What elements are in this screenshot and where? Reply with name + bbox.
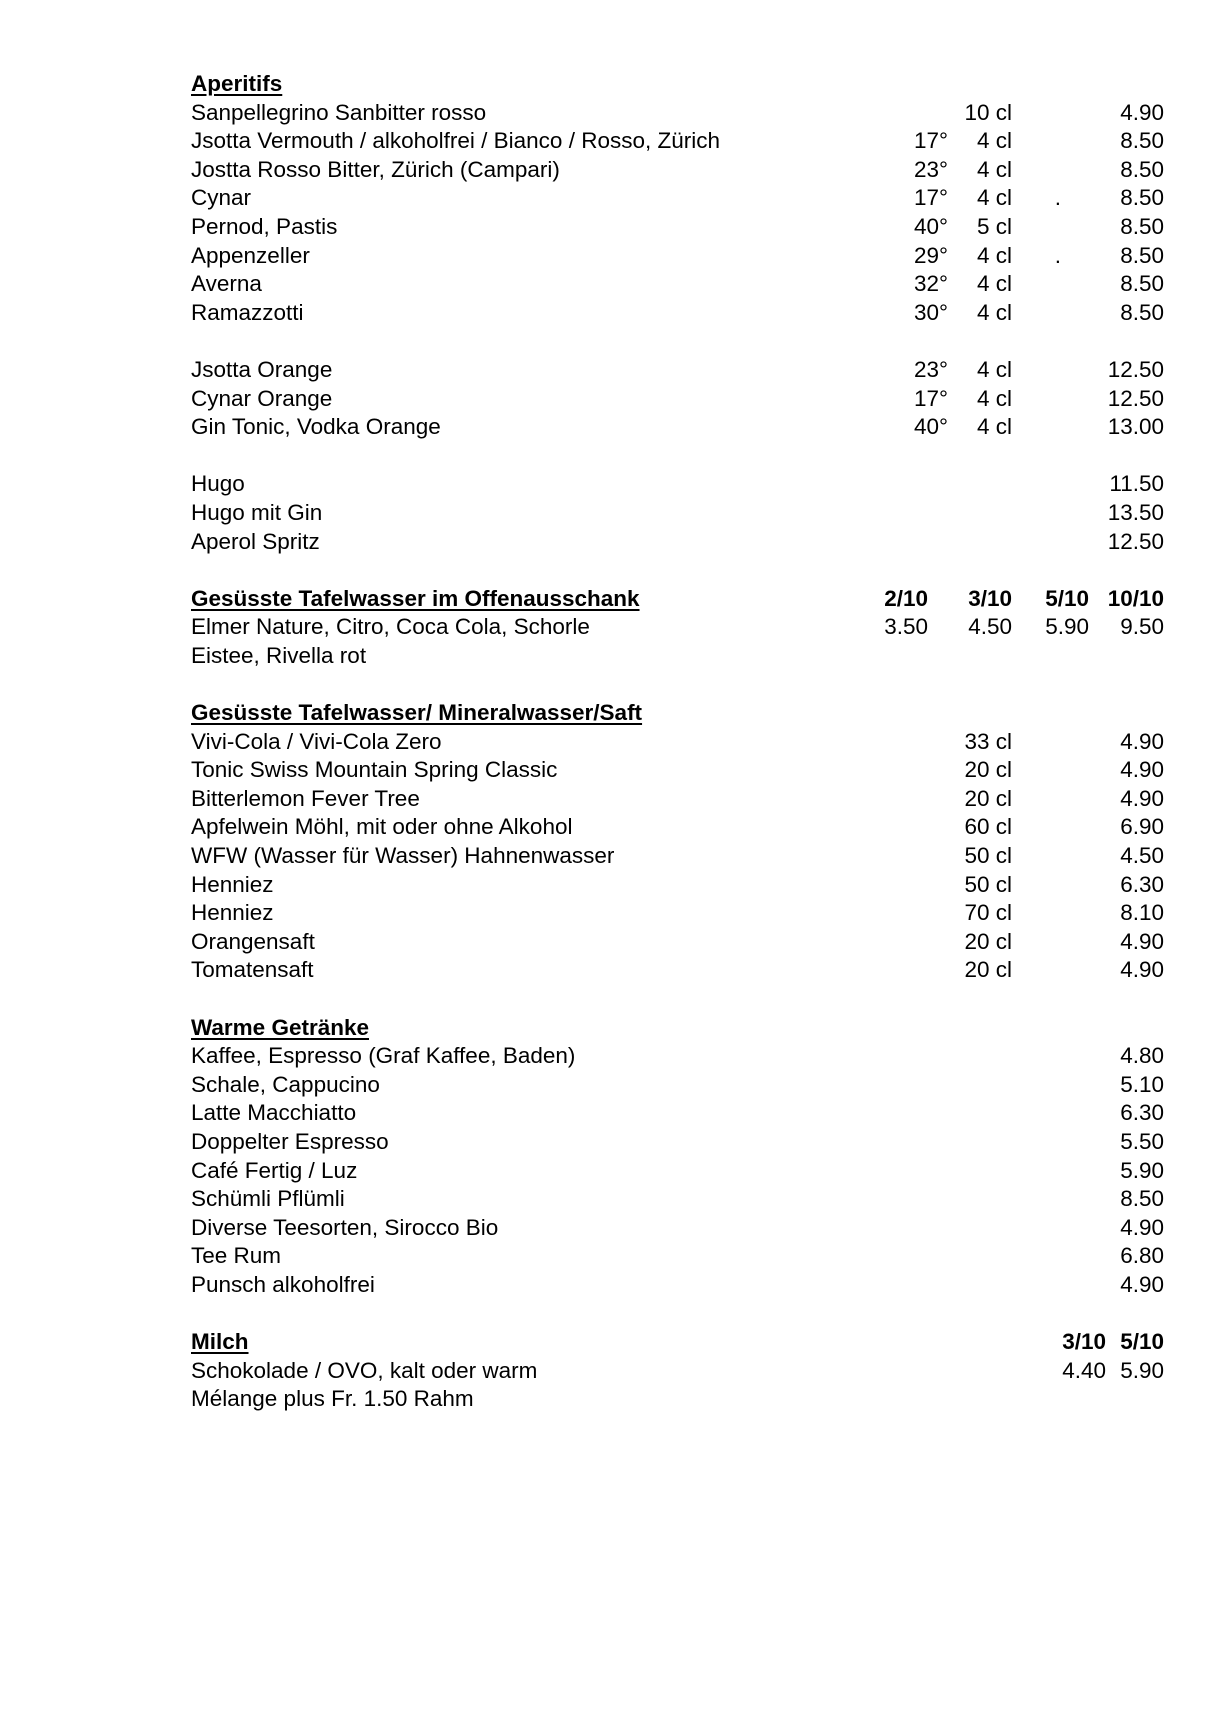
item-name: Apfelwein Möhl, mit oder ohne Alkohol <box>191 814 573 840</box>
item-price: 8.50 <box>1120 242 1164 268</box>
item-name: Henniez <box>191 871 274 897</box>
item-name: Appenzeller <box>191 242 310 268</box>
menu-item <box>0 756 1224 785</box>
menu-item <box>0 1271 1224 1300</box>
item-name: Café Fertig / Luz <box>191 1157 358 1183</box>
menu-item <box>0 1242 1224 1271</box>
section-title-mineralwasser: Gesüsste Tafelwasser/ Mineralwasser/Saft <box>191 700 643 726</box>
section-title-milch: Milch <box>191 1329 249 1355</box>
menu-item <box>0 728 1224 757</box>
item-price: 4.90 <box>1120 785 1164 811</box>
item-price: 5.90 <box>1045 614 1089 640</box>
menu-item <box>0 528 1224 557</box>
item-volume: 20 cl <box>964 928 1012 954</box>
item-price: 8.10 <box>1120 900 1164 926</box>
item-name: Schokolade / OVO, kalt oder warm <box>191 1357 538 1383</box>
item-alcohol: 32° <box>913 271 948 297</box>
spritz-list <box>0 470 1224 556</box>
item-price: 5.90 <box>1120 1157 1164 1183</box>
section-warme-getraenke <box>0 1014 1224 1300</box>
item-price: 6.30 <box>1120 871 1164 897</box>
item-name: Tonic Swiss Mountain Spring Classic <box>191 757 558 783</box>
spacer <box>0 327 1224 356</box>
item-price: 12.50 <box>1107 385 1164 411</box>
menu-item <box>0 785 1224 814</box>
size-header: 10/10 <box>1107 585 1164 611</box>
item-name: WFW (Wasser für Wasser) Hahnenwasser <box>191 843 615 869</box>
item-name: Cynar <box>191 185 252 211</box>
menu-item <box>0 813 1224 842</box>
item-volume: 4 cl <box>976 271 1012 297</box>
menu-item <box>0 1157 1224 1186</box>
spacer <box>0 1300 1224 1329</box>
item-name: Eistee, Rivella rot <box>191 642 367 668</box>
menu-item <box>0 213 1224 242</box>
item-name: Tee Rum <box>191 1243 282 1269</box>
menu-item <box>0 899 1224 928</box>
item-price: 8.50 <box>1120 213 1164 239</box>
item-name: Sanpellegrino Sanbitter rosso <box>191 99 487 125</box>
item-price: 6.90 <box>1120 814 1164 840</box>
size-header: 2/10 <box>884 585 928 611</box>
item-volume: 20 cl <box>964 785 1012 811</box>
menu-item <box>0 871 1224 900</box>
item-volume: 4 cl <box>976 385 1012 411</box>
item-price: 6.80 <box>1120 1243 1164 1269</box>
item-name: Henniez <box>191 900 274 926</box>
section-title-offenausschank: Gesüsste Tafelwasser im Offenausschank <box>191 585 640 611</box>
item-price: 4.90 <box>1120 957 1164 983</box>
item-name: Vivi-Cola / Vivi-Cola Zero <box>191 728 442 754</box>
section-heading-row <box>0 70 1224 99</box>
item-price: 4.40 <box>1062 1357 1106 1383</box>
item-price: 11.50 <box>1109 471 1164 497</box>
item-name: Schale, Cappucino <box>191 1071 380 1097</box>
item-volume: 4 cl <box>976 128 1012 154</box>
item-price: 5.90 <box>1120 1357 1164 1383</box>
section-offenausschank <box>0 585 1224 671</box>
item-alcohol: 17° <box>913 385 948 411</box>
item-volume: 4 cl <box>976 414 1012 440</box>
drinks-menu <box>0 70 1224 1414</box>
menu-item <box>0 127 1224 156</box>
section-title-aperitifs: Aperitifs <box>191 71 283 96</box>
item-price: 4.50 <box>968 614 1012 640</box>
item-price: 13.50 <box>1107 499 1164 525</box>
menu-item <box>0 1185 1224 1214</box>
item-name: Mélange plus Fr. 1.50 Rahm <box>191 1386 474 1412</box>
menu-item <box>0 499 1224 528</box>
item-volume: 50 cl <box>964 843 1012 869</box>
item-price: 8.50 <box>1120 156 1164 182</box>
item-dot: . <box>1054 185 1061 211</box>
item-volume: 4 cl <box>976 185 1012 211</box>
item-name: Schümli Pflümli <box>191 1186 345 1212</box>
item-dot: . <box>1054 242 1061 268</box>
menu-item <box>0 356 1224 385</box>
item-price: 4.90 <box>1120 757 1164 783</box>
item-price: 8.50 <box>1120 1186 1164 1212</box>
menu-item <box>0 1042 1224 1071</box>
menu-item <box>0 299 1224 328</box>
item-volume: 50 cl <box>964 871 1012 897</box>
size-header: 3/10 <box>1062 1329 1106 1355</box>
item-name: Latte Macchiatto <box>191 1100 357 1126</box>
section-heading-row <box>0 1014 1224 1043</box>
section-heading-row <box>0 1328 1224 1357</box>
item-name: Gin Tonic, Vodka Orange <box>191 414 441 440</box>
item-name: Averna <box>191 271 262 297</box>
item-name: Ramazzotti <box>191 299 304 325</box>
aperitif-list <box>0 99 1224 328</box>
item-name: Orangensaft <box>191 928 315 954</box>
item-name: Kaffee, Espresso (Graf Kaffee, Baden) <box>191 1043 576 1069</box>
item-volume: 4 cl <box>976 299 1012 325</box>
item-name: Elmer Nature, Citro, Coca Cola, Schorle <box>191 614 590 640</box>
menu-item <box>0 613 1224 642</box>
item-name: Diverse Teesorten, Sirocco Bio <box>191 1214 499 1240</box>
item-price: 4.90 <box>1120 1214 1164 1240</box>
item-volume: 20 cl <box>964 757 1012 783</box>
item-price: 4.90 <box>1120 928 1164 954</box>
section-heading-row <box>0 699 1224 728</box>
section-heading-row <box>0 585 1224 614</box>
item-price: 3.50 <box>884 614 928 640</box>
item-volume: 4 cl <box>976 242 1012 268</box>
menu-item <box>0 842 1224 871</box>
item-alcohol: 30° <box>913 299 948 325</box>
item-price: 12.50 <box>1107 528 1164 554</box>
item-name: Doppelter Espresso <box>191 1128 389 1154</box>
item-price: 5.10 <box>1120 1071 1164 1097</box>
menu-item <box>0 184 1224 213</box>
spacer <box>0 556 1224 585</box>
item-price: 8.50 <box>1120 185 1164 211</box>
menu-item <box>0 470 1224 499</box>
item-name: Punsch alkoholfrei <box>191 1271 375 1297</box>
item-alcohol: 23° <box>913 156 948 182</box>
item-volume: 60 cl <box>964 814 1012 840</box>
item-price: 4.80 <box>1120 1043 1164 1069</box>
item-name: Aperol Spritz <box>191 528 320 554</box>
item-alcohol: 40° <box>913 213 948 239</box>
menu-item <box>0 1385 1224 1414</box>
menu-item <box>0 156 1224 185</box>
item-price: 13.00 <box>1107 414 1164 440</box>
item-name: Jsotta Orange <box>191 356 333 382</box>
item-price: 12.50 <box>1107 356 1164 382</box>
size-header: 5/10 <box>1120 1329 1164 1355</box>
item-alcohol: 40° <box>913 414 948 440</box>
item-volume: 5 cl <box>976 213 1012 239</box>
spacer <box>0 442 1224 471</box>
menu-item <box>0 1128 1224 1157</box>
item-price: 4.90 <box>1120 1271 1164 1297</box>
menu-item <box>0 413 1224 442</box>
item-name: Tomatensaft <box>191 957 314 983</box>
menu-item <box>0 1099 1224 1128</box>
item-volume: 20 cl <box>964 957 1012 983</box>
section-aperitifs <box>0 70 1224 556</box>
item-name: Cynar Orange <box>191 385 333 411</box>
menu-item <box>0 385 1224 414</box>
spacer <box>0 670 1224 699</box>
menu-item <box>0 1214 1224 1243</box>
item-volume: 33 cl <box>964 728 1012 754</box>
item-price: 8.50 <box>1120 299 1164 325</box>
item-price: 4.90 <box>1120 728 1164 754</box>
item-price: 6.30 <box>1120 1100 1164 1126</box>
menu-item <box>0 99 1224 128</box>
item-price: 5.50 <box>1120 1128 1164 1154</box>
spacer <box>0 985 1224 1014</box>
item-volume: 70 cl <box>964 900 1012 926</box>
item-price: 4.90 <box>1120 99 1164 125</box>
item-name: Jostta Rosso Bitter, Zürich (Campari) <box>191 156 560 182</box>
item-volume: 4 cl <box>976 356 1012 382</box>
size-header: 3/10 <box>968 585 1012 611</box>
item-price: 9.50 <box>1120 614 1164 640</box>
item-alcohol: 29° <box>913 242 948 268</box>
menu-item <box>0 242 1224 271</box>
menu-item <box>0 1357 1224 1386</box>
item-price: 8.50 <box>1120 128 1164 154</box>
section-milch <box>0 1328 1224 1414</box>
section-title-warme-getraenke: Warme Getränke <box>191 1014 369 1040</box>
item-name: Bitterlemon Fever Tree <box>191 785 420 811</box>
menu-item <box>0 928 1224 957</box>
menu-item <box>0 642 1224 671</box>
item-volume: 4 cl <box>976 156 1012 182</box>
item-volume: 10 cl <box>964 99 1012 125</box>
item-name: Jsotta Vermouth / alkoholfrei / Bianco / Rosso, Zürich <box>191 128 720 154</box>
item-alcohol: 17° <box>913 128 948 154</box>
menu-item <box>0 956 1224 985</box>
item-alcohol: 23° <box>913 356 948 382</box>
item-name: Pernod, Pastis <box>191 213 338 239</box>
section-mineralwasser <box>0 699 1224 985</box>
mixed-aperitif-list <box>0 356 1224 442</box>
item-price: 4.50 <box>1120 843 1164 869</box>
menu-item <box>0 1071 1224 1100</box>
menu-item <box>0 270 1224 299</box>
item-alcohol: 17° <box>913 185 948 211</box>
item-name: Hugo mit Gin <box>191 499 323 525</box>
item-name: Hugo <box>191 471 245 497</box>
size-header: 5/10 <box>1045 585 1089 611</box>
item-price: 8.50 <box>1120 271 1164 297</box>
